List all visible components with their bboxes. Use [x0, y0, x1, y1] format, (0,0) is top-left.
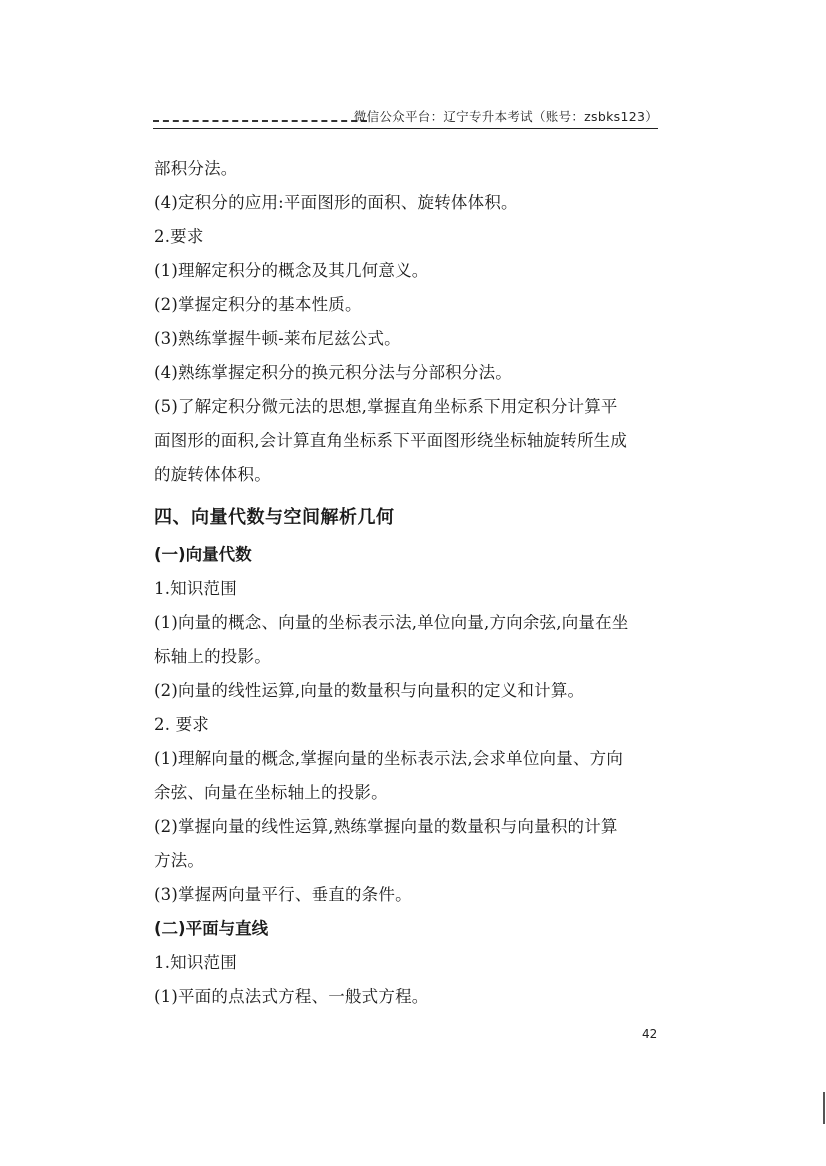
header-rule — [153, 128, 658, 129]
body-line: (4)定积分的应用:平面图形的面积、旋转体体积。 — [154, 193, 518, 212]
body-line: (2)掌握向量的线性运算,熟练掌握向量的数量积与向量积的计算 — [154, 817, 618, 836]
body-line: (1)理解定积分的概念及其几何意义。 — [154, 261, 429, 280]
page-number: 42 — [642, 1027, 658, 1041]
body-line: (2)向量的线性运算,向量的数量积与向量积的定义和计算。 — [154, 681, 585, 700]
body-line: 部积分法。 — [154, 159, 238, 178]
body-line: (5)了解定积分微元法的思想,掌握直角坐标系下用定积分计算平 — [154, 397, 618, 416]
body-line: (1)平面的点法式方程、一般式方程。 — [154, 987, 429, 1006]
body-line: (2)掌握定积分的基本性质。 — [154, 295, 362, 314]
body-line: 2.要求 — [154, 227, 204, 246]
header-dashed-leader — [153, 108, 367, 122]
body-line: 标轴上的投影。 — [154, 647, 271, 666]
body-line: 1.知识范围 — [154, 579, 237, 598]
body-line: (3)熟练掌握牛顿-莱布尼兹公式。 — [154, 329, 401, 348]
document-body — [154, 152, 664, 1014]
subsection-heading: (二)平面与直线 — [154, 919, 269, 938]
section-heading: 四、向量代数与空间解析几何 — [154, 507, 395, 528]
body-line: (3)掌握两向量平行、垂直的条件。 — [154, 885, 412, 904]
body-line: 的旋转体体积。 — [154, 465, 271, 484]
body-line: (4)熟练掌握定积分的换元积分法与分部积分法。 — [154, 363, 512, 382]
header-text: 微信公众平台：辽宁专升本考试（账号：zsbks123） — [353, 109, 658, 124]
body-line: 余弦、向量在坐标轴上的投影。 — [154, 783, 388, 802]
page-header — [153, 104, 658, 130]
scan-edge-mark — [823, 1092, 825, 1124]
body-line: 1.知识范围 — [154, 953, 237, 972]
body-line: 方法。 — [154, 851, 205, 870]
body-line: (1)理解向量的概念,掌握向量的坐标表示法,会求单位向量、方向 — [154, 749, 624, 768]
body-line: (1)向量的概念、向量的坐标表示法,单位向量,方向余弦,向量在坐 — [154, 613, 629, 632]
body-line: 2. 要求 — [154, 715, 209, 734]
body-line: 面图形的面积,会计算直角坐标系下平面图形绕坐标轴旋转所生成 — [154, 431, 628, 450]
subsection-heading: (一)向量代数 — [154, 545, 252, 564]
